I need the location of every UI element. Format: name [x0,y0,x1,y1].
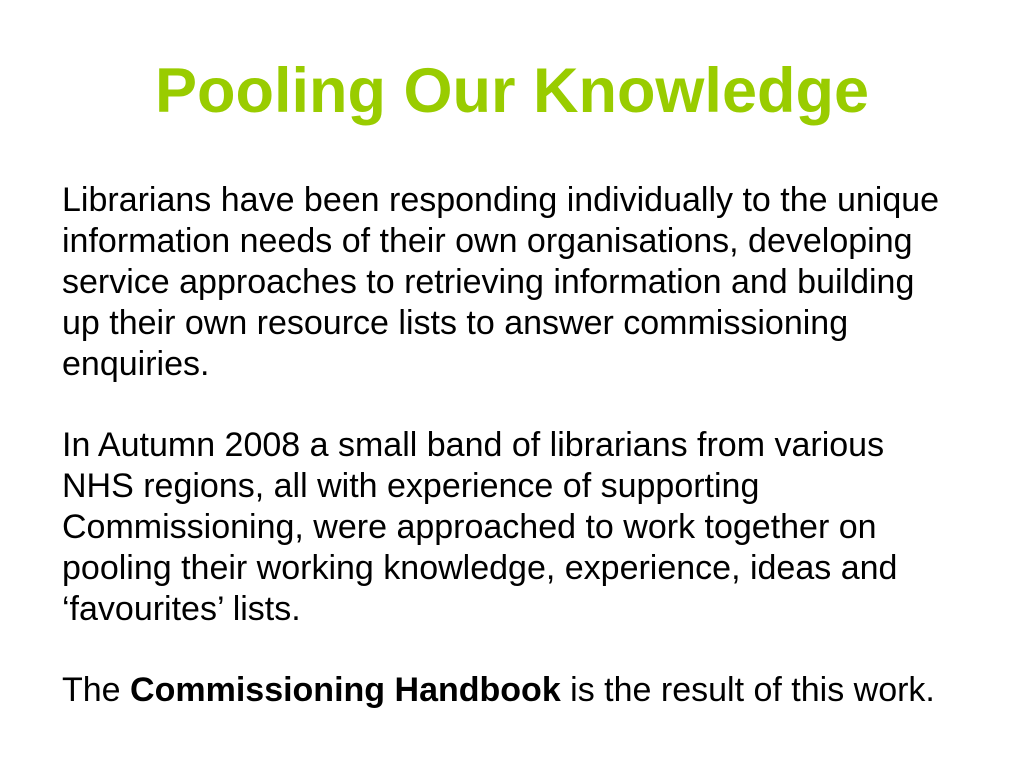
handbook-bold-text: Commissioning Handbook [130,671,561,709]
paragraph-autumn-2008 [62,425,1012,630]
text-line [62,670,1012,711]
text-line: service approaches to retrieving information and building [62,263,915,301]
slide-body [62,180,1012,711]
text-line: ‘favourites’ lists. [62,590,301,628]
text-line: pooling their working knowledge, experience, ideas and [62,549,898,587]
text-line: Librarians have been responding individually to the unique [62,181,940,219]
paragraph-librarians [62,180,1012,385]
text-line: information needs of their own organisations, developing [62,222,913,260]
handbook-prefix-text: The [62,671,131,709]
paragraph-handbook [62,670,1012,711]
text-line: NHS regions, all with experience of supporting [62,467,760,505]
text-line: enquiries. [62,345,210,383]
handbook-suffix-text: is the result of this work. [560,671,935,709]
text-line: Commissioning, were approached to work together on [62,508,877,546]
text-line: In Autumn 2008 a small band of librarians from various [62,426,885,464]
slide-title: Pooling Our Knowledge [155,56,869,126]
text-line: up their own resource lists to answer commissioning [62,304,849,342]
